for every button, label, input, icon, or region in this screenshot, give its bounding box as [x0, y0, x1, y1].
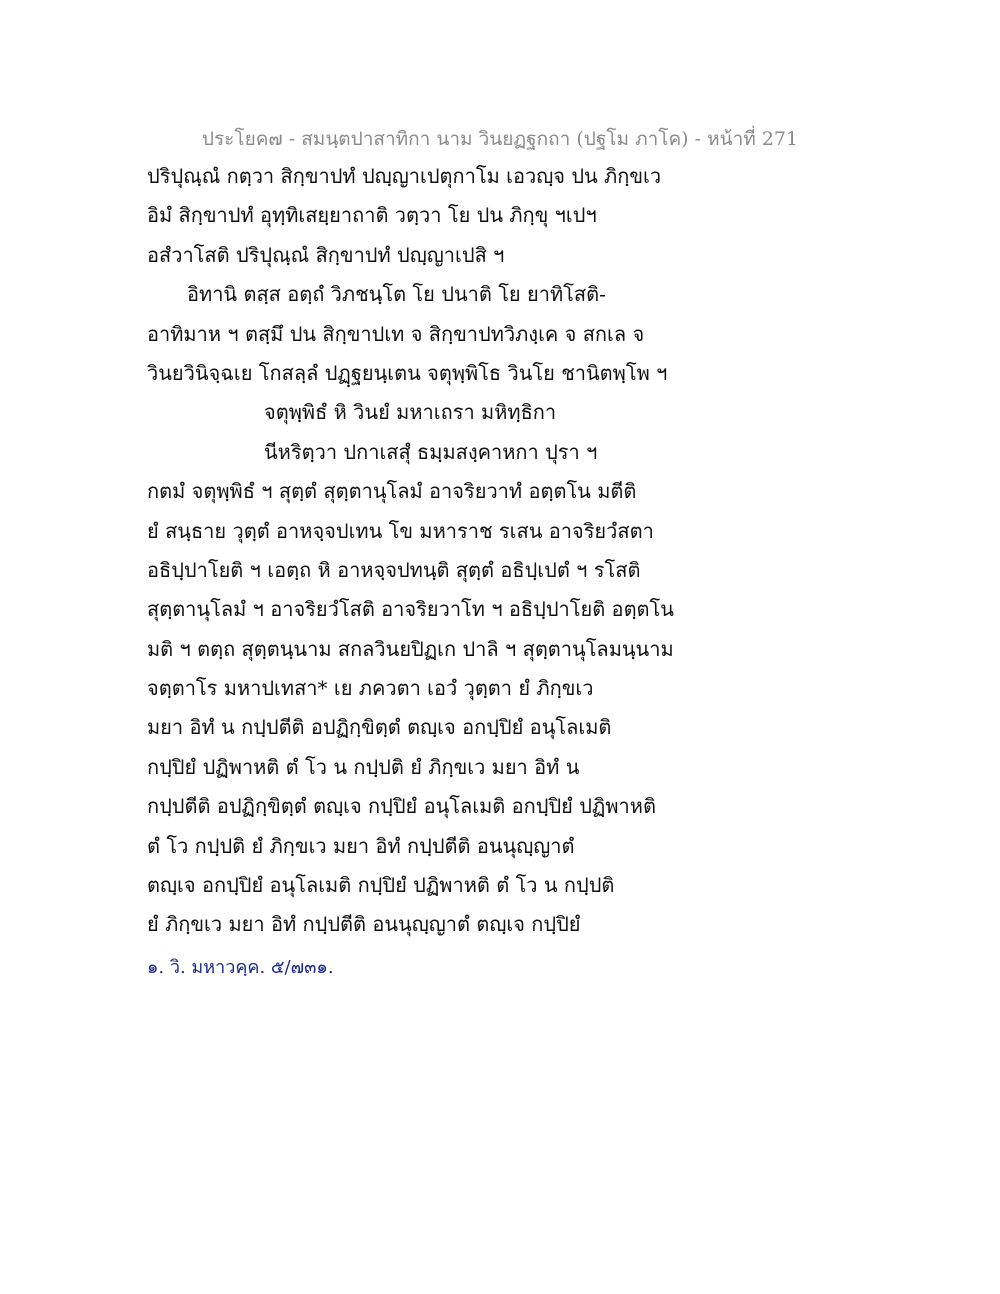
text-line: จตฺตาโร มหาปเทสา* เย ภควตา เอวํ วุตฺตา ยํ ภิกฺขเว [147, 676, 594, 701]
text-line: กปฺปตีติ อปฏิกฺขิตฺตํ ตญฺเจ กปฺปิยํ อนุโลเมติ อกปฺปิยํ ปฏิพาหติ [147, 794, 656, 819]
body-text [147, 157, 707, 945]
text-line: อิมํ สิกฺขาปทํ อุทฺทิเสยฺยาถาติ วตฺวา โย ปน ภิกฺขุ ฯเปฯ [147, 203, 597, 228]
text-line: ตํ โว กปฺปติ ยํ ภิกฺขเว มยา อิทํ กปฺปตีติ อนนุญฺญาตํ [147, 833, 575, 858]
text-line: ยํ สนฺธาย วุตฺตํ อาหจฺจปเทน โข มหาราช รเสน อาจริยวํสตา [147, 518, 654, 543]
text-line: อธิปฺปาโยติ ฯ เอตฺถ หิ อาหจฺจปทนฺติ สุตฺตํ อธิปฺเปตํ ฯ รโสติ [147, 557, 641, 582]
text-line: อาทิมาห ฯ ตสฺมึ ปน สิกฺขาปเท จ สิกฺขาปทวิภงฺเค จ สกเล จ [147, 321, 645, 346]
text-line: อสํวาโสติ ปริปุณฺณํ สิกฺขาปทํ ปญฺญาเปสิ ฯ [147, 242, 505, 267]
text-line: มติ ฯ ตตฺถ สุตฺตนฺนาม สกลวินยปิฏเก ปาลิ ฯ สุตฺตานุโลมนฺนาม [147, 636, 674, 661]
text-line: ยํ ภิกฺขเว มยา อิทํ กปฺปตีติ อนนุญฺญาตํ ตญฺเจ กปฺปิยํ [147, 912, 581, 937]
text-line: ตญฺเจ อกปฺปิยํ อนุโลเมติ กปฺปิยํ ปฏิพาหติ ตํ โว น กปฺปติ [147, 873, 615, 898]
paragraph-start-line: อิทานิ ตสฺส อตฺถํ วิภชนฺโต โย ปนาติ โย ยาทิโสติ- [187, 282, 606, 307]
page-header: ประโยค๗ - สมนฺตปาสาทิกา นาม วินยฏฐกถา (ปฐโม ภาโค) - หน้าที่ 271 [201, 128, 799, 150]
verse-line: นีหริตฺวา ปกาเสสุํ ธมฺมสงฺคาหกา ปุรา ฯ [264, 439, 598, 464]
text-line: วินยวินิจฺฉเย โกสลฺลํ ปฏฺฐยนฺเตน จตุพฺพิโธ วินโย ชานิตพฺโพ ฯ [147, 360, 668, 385]
verse-line: จตุพฺพิธํ หิ วินยํ มหาเถรา มหิทฺธิกา [264, 400, 557, 425]
text-line: กปฺปิยํ ปฏิพาหติ ตํ โว น กปฺปติ ยํ ภิกฺขเว มยา อิทํ น [147, 754, 580, 779]
text-line: มยา อิทํ น กปฺปตีติ อปฏิกฺขิตฺตํ ตญฺเจ อกปฺปิยํ อนุโลเมติ [147, 715, 612, 740]
text-line: กตมํ จตุพฺพิธํ ฯ สุตฺตํ สุตฺตานุโลมํ อาจริยวาทํ อตฺตโน มตีติ [147, 479, 637, 504]
text-line: ปริปุณฺณํ กตฺวา สิกฺขาปทํ ปญฺญาเปตุกาโม เอวญฺจ ปน ภิกฺขเว [147, 164, 662, 188]
text-line: สุตฺตานุโลมํ ฯ อาจริยวํโสติ อาจริยวาโท ฯ อธิปฺปาโยติ อตฺตโน [147, 597, 674, 622]
footnote: ๑. วิ. มหาวคฺค. ๕/๗๓๑. [147, 957, 334, 978]
